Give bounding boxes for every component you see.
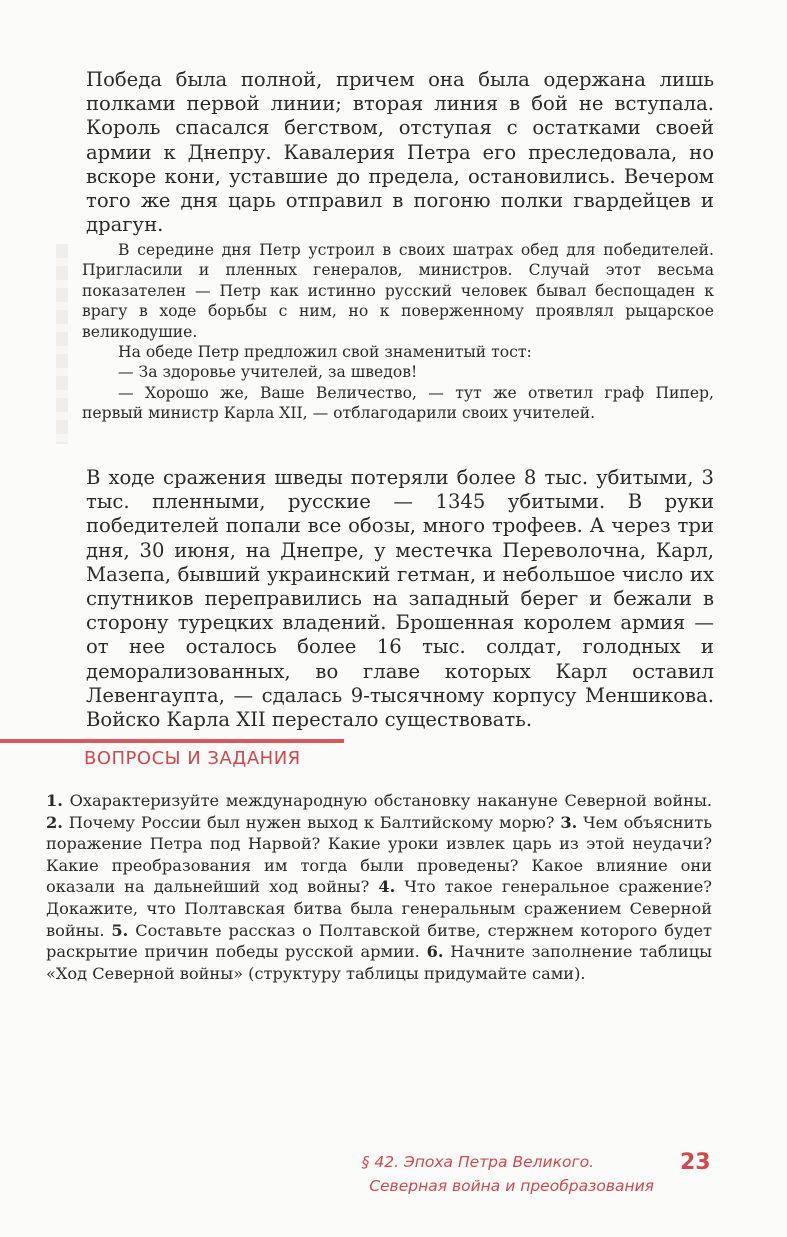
excerpt-margin-decoration	[56, 244, 68, 444]
questions-heading: ВОПРОСЫ И ЗАДАНИЯ	[84, 748, 301, 769]
question-text: Охарактеризуйте международную обстановку накануне Северной войны.	[69, 791, 712, 810]
question-number: 3.	[560, 812, 578, 832]
paragraph-text: Победа была полной, причем она была одержана лишь полками первой линии; вторая линия в бой не вступала. Король спасался бегством, отступая с остатками своей армии к Днепру. Кавалерия Петра его преследовала, но вскоре кони, уставшие до предела, остановились. Вечером того же дня царь отправил в погоню полки гвардейцев и драгун.	[86, 68, 714, 237]
footer-subtitle: Северная война и преобразования	[369, 1177, 654, 1195]
question-number: 2.	[46, 812, 63, 832]
questions-text	[46, 790, 712, 984]
question-number: 5.	[111, 920, 129, 940]
question-text: Чем объяснить поражение Петра под Нарвой? Какие уроки извлек царь из этой неудачи? Какие преобразования им тогда были проведены? Какое влияние они оказали на дальнейший ход войны?	[46, 812, 713, 897]
question-text: Составьте рассказ о Полтавской битве, стержнем которого будет раскрытие причин победы русской армии.	[46, 920, 713, 962]
footer-section: § 42. Эпоха Петра Великого.	[361, 1153, 594, 1171]
question-number: 1.	[46, 791, 63, 810]
question-text: Что такое генеральное сражение? Докажите, что Полтавская битва была генеральным сражением Северной войны.	[46, 877, 712, 940]
question-text: Почему России был нужен выход к Балтийскому морю?	[68, 812, 555, 832]
running-footer	[300, 1150, 660, 1198]
excerpt-line-4: — Хорошо же, Ваше Величество, — тут же ответил граф Пипер, первый министр Карла XII, — отблагодарили своих учителей.	[82, 383, 714, 423]
main-paragraph-1	[86, 68, 714, 237]
excerpt-line-2: На обеде Петр предложил свой знаменитый тост:	[118, 343, 532, 362]
question-text: Начните заполнение таблицы «Ход Северной войны» (структуру таблицы придумайте сами).	[46, 942, 712, 983]
page-number: 23	[680, 1150, 711, 1175]
main-paragraph-2	[86, 466, 714, 732]
question-number: 6.	[426, 942, 444, 962]
excerpt-line-3: — За здоровье учителей, за шведов!	[118, 363, 418, 382]
section-divider	[0, 739, 344, 743]
excerpt-block	[82, 240, 714, 424]
paragraph-text: В ходе сражения шведы потеряли более 8 тыс. убитыми, 3 тыс. пленными, русские — 1345 убитыми. В руки победителей попали все обозы, много трофеев. А через три дня, 30 июня, на Днепре, у местечка Переволочна, Карл, Мазепа, бывший украинский гетман, и небольшое число их спутников переправились на западный берег и бежали в сторону турецких владений. Брошенная королем армия — от нее осталось более 16 тыс. солдат, голодных и деморализованных, во главе которых Карл оставил Левенгаупта, — сдалась 9-тысячному корпусу Меншикова. Войско Карла XII перестало существовать.	[86, 466, 714, 732]
excerpt-line-1: В середине дня Петр устроил в своих шатрах обед для победителей. Пригласили и пленных генералов, министров. Случай этот весьма показателен — Петр как истинно русский человек бывал беспощаден к врагу в ходе борьбы с ним, но к поверженному проявлял рыцарское великодушие.	[82, 241, 714, 341]
question-number: 4.	[378, 877, 396, 897]
questions-block	[46, 790, 712, 984]
